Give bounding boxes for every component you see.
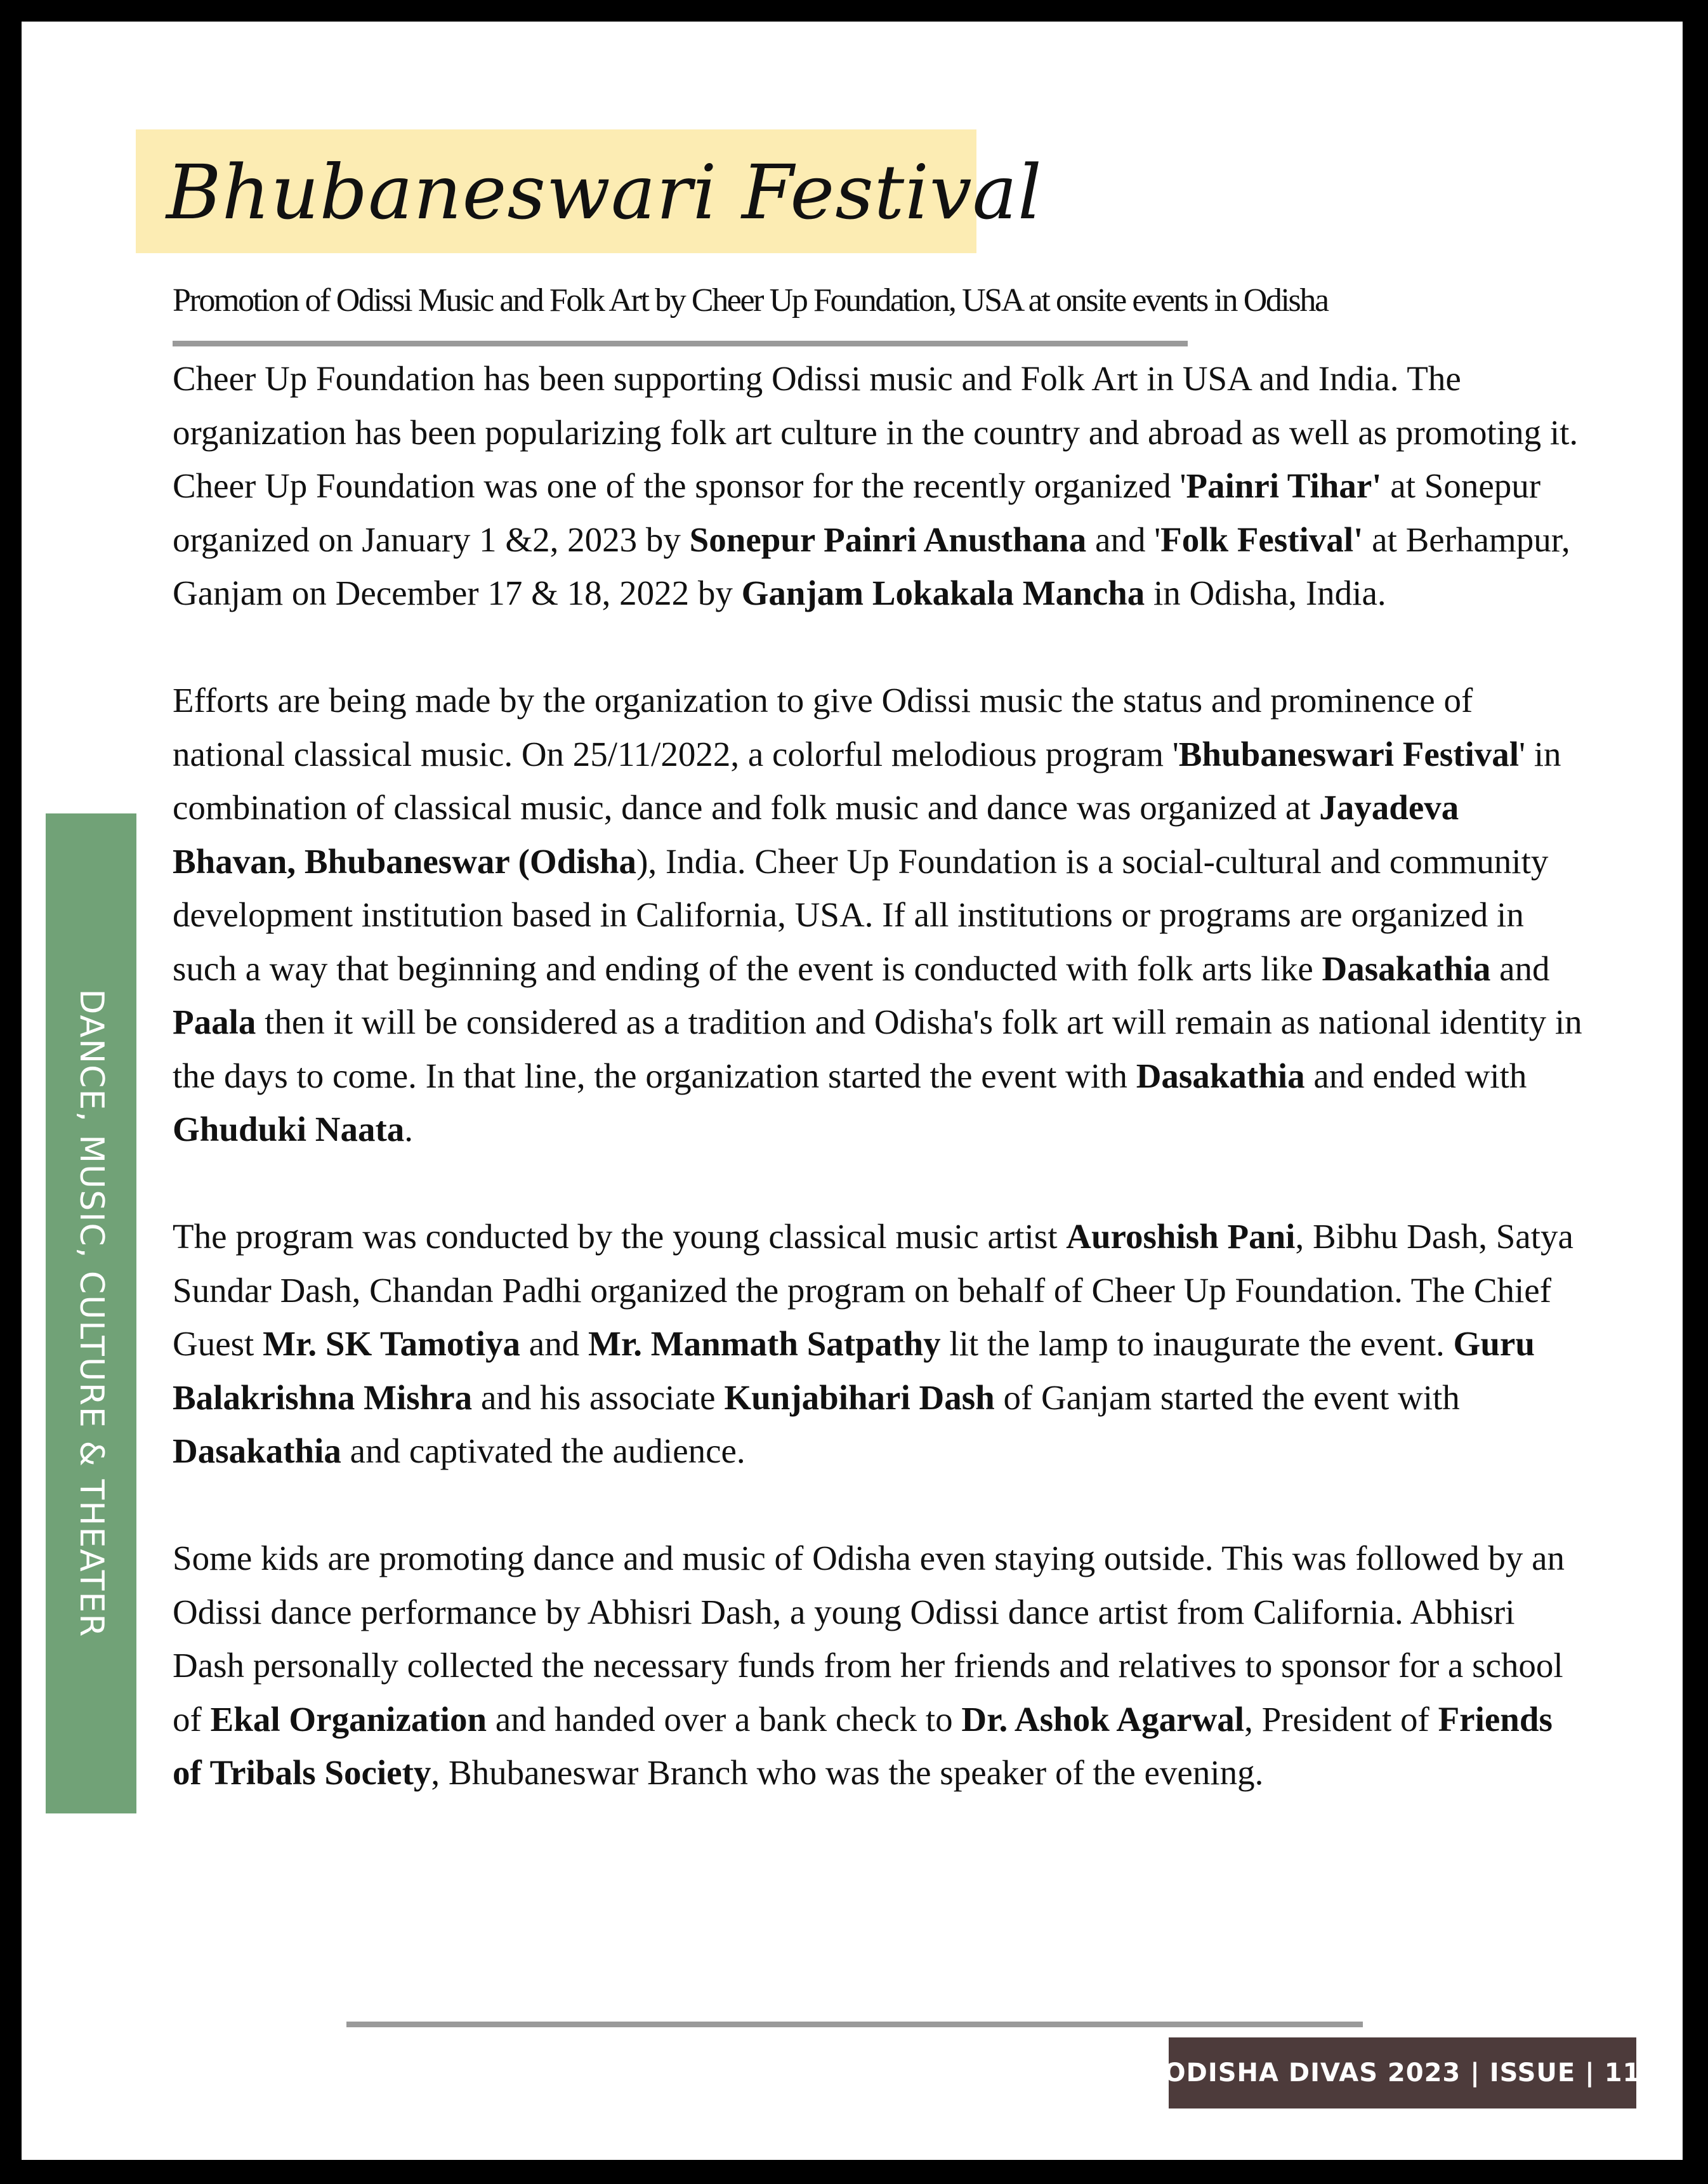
- text-run: Efforts are being made by the organization to give Odissi music the status and prominence of national classical music. On 25/11/2022, a colorful melodious program ': [173, 681, 1473, 773]
- bold-text: Mr. SK Tamotiya: [263, 1324, 521, 1363]
- article-paragraph: [173, 1532, 1587, 1800]
- article-body: [173, 352, 1587, 1800]
- bold-text: Guru Balakrishna Mishra: [173, 1324, 1535, 1417]
- text-run: Some kids are promoting dance and music of Odisha even staying outside. This was followed by an Odissi dance performance by Abhisri Dash, a young Odissi dance artist from California. Abhisri Dash personally collected the necessary funds from her friends and relatives to sponsor for a school of: [173, 1539, 1565, 1739]
- text-run: .: [404, 1110, 414, 1148]
- text-run: and ': [1086, 520, 1161, 559]
- text-run: , Bibhu Dash, Satya Sundar Dash, Chandan Padhi organized the program on behalf of Cheer Up Foundation. The Chief Guest: [173, 1217, 1573, 1363]
- bold-text: Ekal Organization: [210, 1699, 487, 1739]
- text-run: at Sonepur organized on January 1 &2, 2023 by: [173, 466, 1541, 559]
- bold-text: Bhubaneswari Festival: [1178, 734, 1520, 773]
- text-run: and ended with: [1304, 1056, 1527, 1095]
- article-paragraph: [173, 1210, 1587, 1478]
- bold-text: Dr. Ashok Agarwal: [961, 1699, 1245, 1739]
- article-paragraph: [173, 352, 1587, 621]
- text-run: The program was conducted by the young classical music artist: [173, 1217, 1067, 1256]
- text-run: and his associate: [472, 1378, 725, 1417]
- text-run: and: [520, 1324, 588, 1363]
- bold-text: Friends of Tribals Society: [173, 1699, 1553, 1792]
- article-subtitle: Promotion of Odissi Music and Folk Art by Cheer Up Foundation, USA at onsite events in Odisha: [173, 282, 1328, 319]
- magazine-page: [22, 22, 1683, 2160]
- section-side-tab: [46, 813, 136, 1813]
- bold-text: Auroshish Pani: [1066, 1217, 1296, 1256]
- bold-text: Sonepur Painri Anusthana: [689, 520, 1087, 559]
- bold-text: Painri Tihar': [1186, 466, 1382, 505]
- bold-text: Dasakathia: [173, 1431, 341, 1470]
- bold-text: Paala: [173, 1003, 256, 1041]
- text-run: at Berhampur, Ganjam on December 17 & 18, 2022 by: [173, 520, 1570, 612]
- text-run: , President of: [1244, 1699, 1438, 1739]
- bold-text: Dasakathia: [1136, 1056, 1305, 1095]
- text-run: , Bhubaneswar Branch who was the speaker of the evening.: [431, 1753, 1264, 1792]
- bottom-divider: [346, 2022, 1363, 2027]
- article-title: Bhubaneswari Festival: [166, 148, 1042, 236]
- bold-text: Dasakathia: [1322, 949, 1491, 988]
- top-divider: [173, 341, 1188, 346]
- text-run: and captivated the audience.: [341, 1431, 746, 1470]
- bold-text: Ghuduki Naata: [173, 1110, 405, 1148]
- text-run: ), India. Cheer Up Foundation is a social-cultural and community development institution based in California, USA. If all institutions or programs are organized in such a way that beginning and ending of the event is conducted with folk arts like: [173, 841, 1549, 988]
- bold-text: Jayadeva Bhavan, Bhubaneswar (Odisha: [173, 788, 1459, 881]
- text-run: in Odisha, India.: [1145, 574, 1386, 612]
- section-label: DANCE, MUSIC, CULTURE & THEATER: [72, 989, 110, 1638]
- text-run: ' in combination of classical music, dance and folk music and dance was organized at: [173, 734, 1561, 827]
- text-run: lit the lamp to inaugurate the event.: [940, 1324, 1454, 1363]
- text-run: of Ganjam started the event with: [994, 1378, 1460, 1417]
- bold-text: Ganjam Lokakala Mancha: [741, 574, 1145, 612]
- bold-text: Kunjabihari Dash: [724, 1378, 995, 1417]
- text-run: and: [1490, 949, 1550, 988]
- article-paragraph: [173, 674, 1587, 1157]
- text-run: and handed over a bank check to: [487, 1699, 962, 1739]
- issue-footer-badge: ODISHA DIVAS 2023 | ISSUE | 11: [1169, 2037, 1636, 2108]
- bold-text: Folk Festival': [1160, 520, 1363, 559]
- text-run: then it will be considered as a tradition and Odisha's folk art will remain as national identity in the days to come. In that line, the organization started the event with: [173, 1003, 1582, 1095]
- bold-text: Mr. Manmath Satpathy: [588, 1324, 941, 1363]
- text-run: Cheer Up Foundation has been supporting Odissi music and Folk Art in USA and India. The organization has been popularizing folk art culture in the country and abroad as well as promoting it. Cheer Up Foundation was one of the sponsor for the recently organized ': [173, 359, 1579, 505]
